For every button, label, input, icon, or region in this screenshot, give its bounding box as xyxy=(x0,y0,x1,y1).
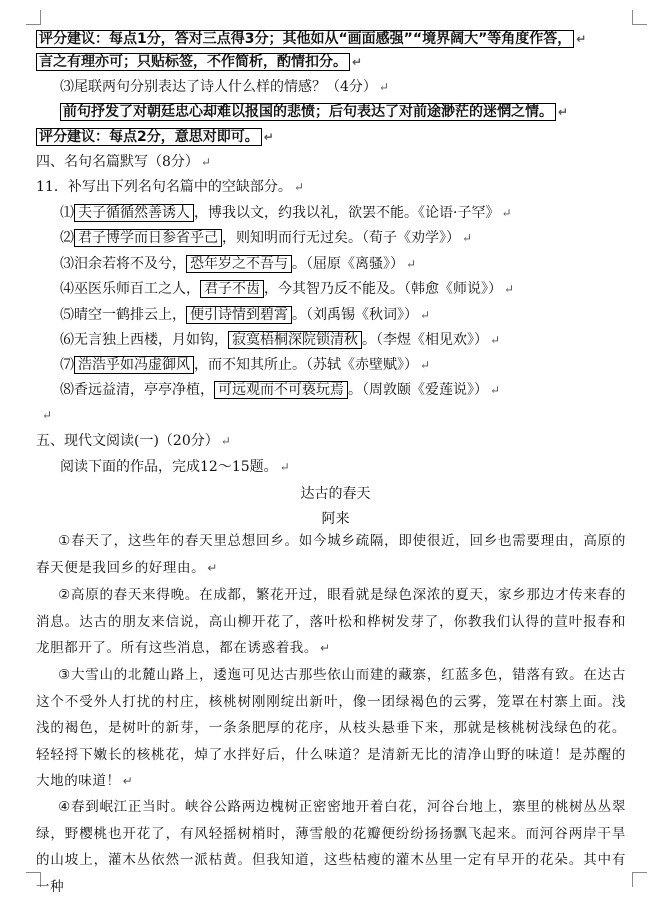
section-5-heading: 五、现代文阅读(一)（20分） ↵ xyxy=(36,433,231,449)
recitation-item: ⑻香远益清，亭亭净植， 可远观而不可亵玩焉 。（周敦颐《爱莲说》） ↵ xyxy=(60,382,501,398)
recitation-item: ⑶汨余若将不及兮， 恐年岁之不吾与 。（屈原《离骚》） ↵ xyxy=(60,256,417,272)
answer-3: 前句抒发了对朝廷忠心却难以报国的悲愤；后句表达了对前途渺茫的迷惘之情。 ↵ xyxy=(60,103,568,121)
recitation-item: ⑺ 浩浩乎如冯虚御风 ，而不知其所止。（苏轼《赤壁赋》） ↵ xyxy=(60,357,431,373)
answer-box: 恐年岁之不吾与 xyxy=(186,255,292,273)
question-3: ⑶尾联两句分别表达了诗人什么样的情感？（4分） ↵ xyxy=(60,79,389,95)
answer-box: 便引诗情到碧霄 xyxy=(186,306,292,324)
page-corner-mark xyxy=(632,10,647,25)
answer-box: 浩浩乎如冯虚御风 xyxy=(74,356,194,374)
section-4-heading: 四、名句名篇默写（8分） ↵ xyxy=(36,154,211,170)
answer-box: 君子不齿 xyxy=(200,280,264,298)
article-paragraph-1: ①春天了，这些年的春天里总想回乡。如今城乡疏隔，即使很近，回乡也需要理由，高原的春天便是我回乡的好理由。 ↵ xyxy=(36,533,626,576)
recitation-item: ⑷巫医乐师百工之人， 君子不齿 ，今其智乃反不能及。（韩愈《师说》） ↵ xyxy=(60,281,515,297)
recitation-item: ⑹无言独上西楼，月如钩， 寂寞梧桐深院锁清秋 。（李煜《相见欢》） ↵ xyxy=(60,332,501,348)
scoring-suggestion-2: 评分建议：每点2分，意思对即可。 ↵ xyxy=(36,128,274,146)
answer-box: 可远观而不可亵玩焉 xyxy=(214,381,348,399)
article-author: 阿来 xyxy=(321,511,350,527)
empty-paragraph: ↵ xyxy=(42,408,53,422)
recitation-item: ⑴ 夫子循循然善诱人 ，博我以文，约我以礼，欲罢不能。《论语·子罕》 ↵ xyxy=(60,205,512,221)
article-paragraph-2: ②高原的春天来得晚。在成都，繁花开过，眼看就是绿色深浓的夏天，家乡那边才传来春的消息。达古的朋友来信说，高山柳开花了，落叶松和桦树发芽了，你教我们认得的荁叶报春和龙胆都开了。所有这些消息，都在诱惑着我。 ↵ xyxy=(36,587,626,656)
answer-box: 寂寞梧桐深院锁清秋 xyxy=(228,331,362,349)
article-paragraph-4: ④春到岷江正当时。峡谷公路两边槐树正密密地开着白花，河谷台地上，寨里的桃树丛丛翠绿，野樱桃也开花了，有风轻摇树梢时，薄雪般的花瓣便纷纷扬扬飘飞起来。而河谷两岸干旱的山坡上，灌木丛依然一派枯黄。但我知道，这些枯瘦的灌木丛里一定有早开的花朵。其中有一种 xyxy=(36,799,626,895)
page-corner-mark xyxy=(26,10,41,25)
page-corner-mark xyxy=(632,872,647,887)
recitation-item: ⑵ 君子博学而日参省乎己 ，则知明而行无过矣。（荀子《劝学》） ↵ xyxy=(60,230,473,246)
recitation-item: ⑸晴空一鹤排云上， 便引诗情到碧霄 。（刘禹锡《秋词》） ↵ xyxy=(60,307,431,323)
answer-box: 夫子循循然善诱人 xyxy=(74,204,194,222)
scoring-suggestion-1-cont: 言之有理亦可；只贴标签，不作简析，酌情扣分。 ↵ xyxy=(36,53,362,71)
article-title: 达古的春天 xyxy=(300,486,371,502)
scoring-suggestion-1: 评分建议：每点1分，答对三点得3分；其他如从“画面感强”“境界阔大”等角度作答， ↵ xyxy=(36,30,586,48)
article-paragraph-3: ③大雪山的北麓山路上，逶迤可见达古那些依山而建的藏寨，红蓝多色，错落有致。在达古这个不受外人打扰的村庄，核桃树刚刚绽出新叶，像一团绿褐色的云雾，笼罩在村寨上面。浅浅的褐色，是树叶的新芽，一条条肥厚的花序，从枝头悬垂下来，那就是核桃树浅绿色的花。轻轻捋下嫩长的核桃花，焯了水拌好后，什么味道？是清新无比的清净山野的味道！是苏醒的大地的味道！ ↵ xyxy=(36,667,626,789)
answer-box: 君子博学而日参省乎己 xyxy=(74,229,222,247)
reading-instruction: 阅读下面的作品，完成12～15题。 ↵ xyxy=(60,459,290,475)
question-11: 11．补写出下列名句名篇中的空缺部分。 ↵ xyxy=(36,179,304,195)
